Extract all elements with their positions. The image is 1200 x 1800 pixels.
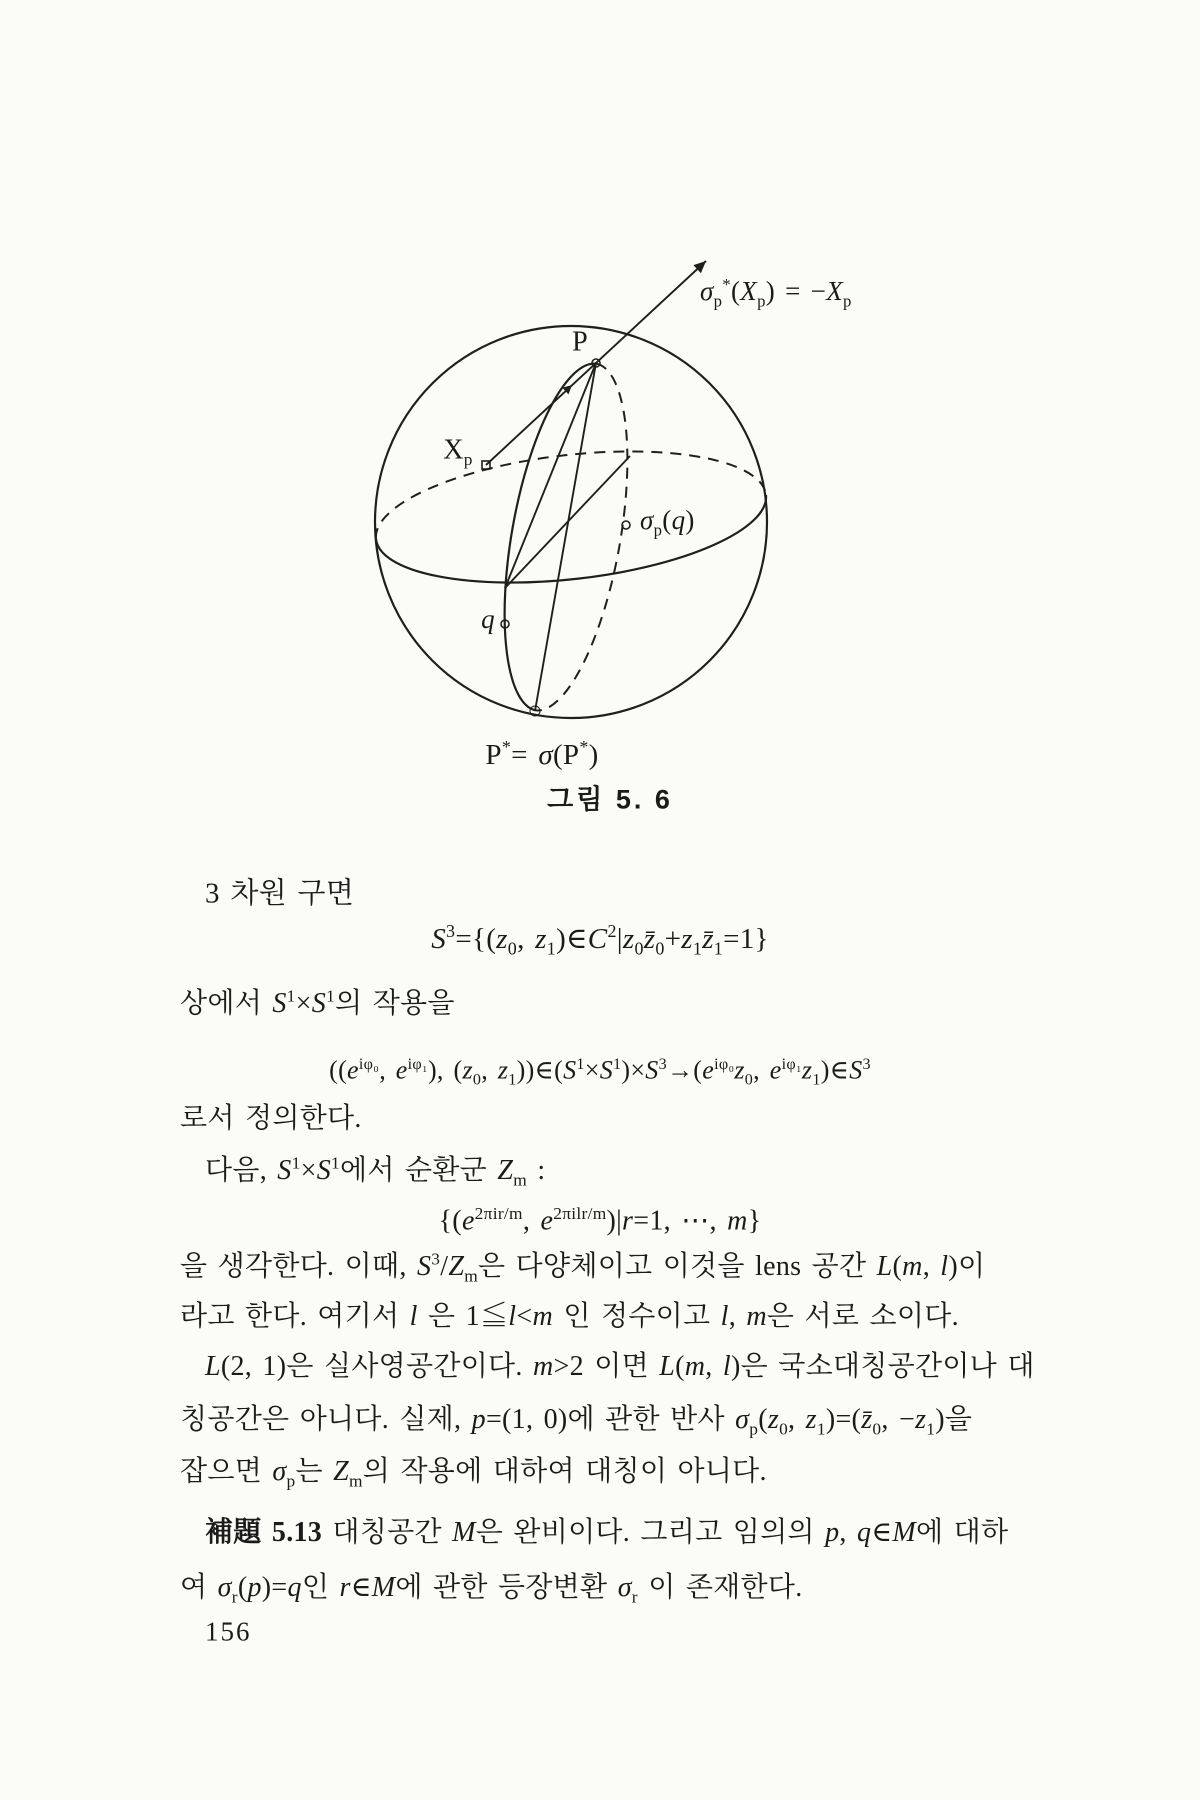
lemma-line-2: [180, 1565, 803, 1605]
formula-action: [329, 1055, 871, 1089]
text-seg: 의 작용을: [335, 988, 455, 1019]
text-seg: ((: [329, 1055, 348, 1085]
text-seg: 에서 순환군: [339, 1155, 498, 1186]
text-seg: 1: [331, 1153, 340, 1173]
text-seg: *: [722, 274, 731, 294]
text-seg: 은 1≦: [417, 1301, 509, 1332]
text-seg: )=: [261, 1572, 288, 1603]
text-seg: l: [720, 1301, 729, 1332]
text-seg: σ: [617, 1572, 632, 1603]
text-seg: ×: [584, 1055, 600, 1085]
line-l21-2: [180, 1397, 972, 1437]
text-seg: z: [497, 1055, 509, 1085]
text-seg: 補題 5.13: [205, 1517, 323, 1548]
text-seg: ,: [379, 1055, 396, 1085]
text-seg: z̄: [643, 922, 656, 955]
text-seg: >2 이면: [553, 1351, 660, 1382]
text-seg: q: [287, 1572, 302, 1603]
text-seg: z: [622, 922, 635, 955]
text-seg: ) = −: [765, 275, 827, 306]
text-seg: 2: [607, 921, 617, 942]
figure-caption: 그림 5. 6: [547, 784, 673, 815]
text-seg: ,: [922, 1251, 941, 1282]
text-seg: X: [740, 275, 758, 306]
text-seg: σ: [700, 275, 714, 306]
text-seg: 을 생각한다. 이때,: [180, 1251, 417, 1282]
text-seg: ×: [300, 1155, 317, 1186]
text-seg: 1: [613, 1055, 622, 1073]
text-seg: z: [805, 1404, 817, 1435]
text-seg: σ: [735, 1404, 750, 1435]
text-seg: 1: [713, 938, 724, 959]
text-seg: 대칭공간: [322, 1517, 453, 1548]
text-seg: C: [587, 922, 608, 955]
text-seg: 의 작용에 대하여 대칭이 아니다.: [362, 1456, 767, 1487]
label-sigma-pq: [640, 504, 695, 540]
text-seg: r: [339, 1572, 351, 1603]
text-seg: σ: [538, 738, 553, 771]
text-seg: , −: [881, 1404, 916, 1435]
text-seg: z: [801, 1055, 813, 1085]
text-seg: P: [485, 738, 502, 771]
text-seg: /: [440, 1251, 449, 1282]
text-seg: 인 정수이고: [553, 1301, 721, 1332]
text-seg: 0: [872, 1419, 882, 1439]
text-seg: (: [892, 1251, 903, 1282]
text-seg: l: [409, 1301, 418, 1332]
text-seg: )|: [606, 1205, 623, 1237]
text-seg: 1: [546, 938, 557, 959]
text-seg: 1: [576, 1055, 585, 1073]
text-seg: }: [747, 1205, 762, 1237]
text-seg: p: [757, 291, 766, 311]
text-seg: (: [237, 1572, 248, 1603]
text-seg: Z: [497, 1155, 514, 1186]
text-seg: 2πilr/m: [553, 1203, 607, 1223]
text-seg: 1: [816, 1419, 826, 1439]
text-seg: l: [508, 1301, 517, 1332]
arrow-label: [700, 274, 852, 311]
line-lens-1: [180, 1244, 985, 1284]
text-seg: σ: [217, 1572, 232, 1603]
page-number: 156: [205, 1616, 252, 1647]
text-seg: 칭공간은 아니다. 실제,: [180, 1404, 472, 1435]
text-seg: 1: [926, 1419, 936, 1439]
text-seg: M: [892, 1517, 916, 1548]
text-seg: ), (: [427, 1055, 463, 1085]
text-seg: z̄: [702, 922, 714, 955]
text-seg: ,: [517, 922, 536, 955]
chord-pstar-p: [535, 363, 596, 711]
text-seg: Z: [333, 1456, 349, 1487]
text-seg: 은 다양체이고 이것을 lens 공간: [478, 1251, 877, 1282]
text-seg: q: [857, 1517, 872, 1548]
text-seg: X: [443, 434, 464, 466]
text-seg: S: [849, 1055, 863, 1085]
text-seg: e: [769, 1055, 782, 1085]
text-seg: 0: [634, 938, 644, 959]
text-seg: 1: [286, 986, 296, 1006]
text-seg: ∈: [871, 1517, 893, 1548]
text-seg: ={(: [455, 922, 497, 955]
label-pstar: [485, 739, 598, 772]
text-seg: m: [513, 1170, 528, 1190]
text-seg: 인: [301, 1572, 340, 1603]
text-seg: L: [659, 1351, 676, 1382]
formula-s3: [431, 921, 769, 959]
lemma-line-1: [205, 1510, 1008, 1550]
text-seg: S: [311, 988, 327, 1019]
text-seg: l: [940, 1251, 949, 1282]
text-seg: 0: [507, 938, 518, 959]
text-seg: m: [727, 1205, 748, 1237]
text-seg: S: [645, 1055, 659, 1085]
text-seg: 1: [291, 1153, 301, 1173]
text-seg: S: [599, 1055, 614, 1085]
text-seg: 3: [658, 1055, 667, 1073]
text-seg: q: [671, 504, 686, 535]
heading-3d-sphere: [205, 870, 354, 911]
text-seg: 라고 한다. 여기서: [180, 1301, 410, 1332]
text-seg: p: [842, 291, 852, 311]
text-seg: )은 국소대칭공간이나 대: [730, 1351, 1035, 1382]
text-seg: ×: [295, 988, 312, 1019]
text-seg: p: [286, 1471, 296, 1491]
text-seg: 3: [862, 1055, 871, 1073]
text-seg: ): [685, 504, 695, 535]
text-seg: )×: [621, 1055, 646, 1085]
line-next-cyclic: [205, 1148, 545, 1188]
text-seg: ,: [522, 1205, 541, 1237]
text-seg: p: [247, 1572, 262, 1603]
text-seg: p: [463, 449, 473, 469]
text-seg: z: [915, 1404, 927, 1435]
text-seg: 1: [508, 1071, 517, 1089]
text-seg: ,: [481, 1055, 498, 1085]
line-l21-3: [180, 1449, 767, 1489]
text-seg: m: [902, 1251, 923, 1282]
meridian-back-arc: [535, 364, 627, 711]
text-seg: (P: [552, 738, 580, 771]
text-seg: L: [876, 1251, 893, 1282]
text-seg: 상에서: [180, 988, 273, 1019]
label-xp: [443, 434, 473, 469]
text-seg: 은 완비이다. 그리고 임의의: [475, 1517, 826, 1548]
text-seg: =(1, 0)에 관한 반사: [485, 1404, 736, 1435]
text-seg: <: [516, 1301, 533, 1332]
text-seg: r: [631, 1587, 638, 1607]
line-action-intro: [180, 981, 455, 1021]
text-seg: =1}: [723, 922, 769, 955]
text-seg: {(: [438, 1205, 462, 1237]
text-seg: ,: [753, 1055, 770, 1085]
text-seg: iφ₀: [358, 1055, 380, 1073]
text-seg: 0: [655, 938, 665, 959]
text-seg: 은 서로 소이다.: [766, 1301, 959, 1332]
text-seg: 로서 정의한다.: [180, 1103, 362, 1134]
text-seg: 0: [779, 1419, 789, 1439]
text-seg: 1: [812, 1071, 821, 1089]
text-seg: +: [664, 922, 682, 955]
text-seg: z: [496, 922, 508, 955]
text-seg: iφ₀: [714, 1055, 735, 1073]
line-define: [180, 1096, 362, 1136]
text-seg: r: [231, 1587, 238, 1607]
text-seg: ,: [728, 1301, 747, 1332]
text-seg: 다음,: [205, 1155, 278, 1186]
text-seg: 2πir/m: [474, 1203, 523, 1223]
text-seg: ,: [788, 1404, 806, 1435]
text-seg: p: [825, 1517, 840, 1548]
text-seg: σ: [272, 1456, 287, 1487]
text-seg: e: [395, 1055, 408, 1085]
text-seg: *: [501, 737, 512, 758]
text-seg: r: [622, 1205, 634, 1237]
text-seg: m: [464, 1266, 479, 1286]
text-seg: (: [662, 504, 672, 535]
formula-cyclic: [439, 1203, 762, 1237]
meridian-front-arc: [505, 364, 597, 711]
text-seg: X: [826, 275, 843, 306]
text-seg: =1, ⋯,: [633, 1205, 728, 1237]
text-seg: e: [702, 1055, 715, 1085]
text-seg: M: [371, 1572, 396, 1603]
text-seg: 0: [744, 1071, 754, 1089]
text-seg: 3: [446, 921, 456, 942]
text-seg: z: [767, 1404, 780, 1435]
chord-p-a: [505, 363, 596, 588]
text-seg: )을: [935, 1404, 973, 1435]
text-seg: 3 차원 구면: [205, 877, 355, 910]
text-seg: 에 관한 등장변환: [395, 1572, 618, 1603]
text-seg: S: [431, 922, 447, 955]
text-seg: 1: [692, 938, 703, 959]
text-seg: L: [205, 1351, 221, 1382]
text-seg: 는: [295, 1456, 334, 1487]
text-seg: Z: [448, 1251, 465, 1282]
text-seg: (2, 1)은 실사영공간이다.: [220, 1351, 534, 1382]
text-seg: ,: [705, 1351, 723, 1382]
text-seg: ,: [839, 1517, 857, 1548]
text-seg: S: [416, 1251, 432, 1282]
text-seg: 여: [180, 1572, 218, 1603]
line-lens-2: [180, 1294, 959, 1334]
text-seg: =: [511, 738, 539, 771]
text-seg: )∈: [820, 1055, 850, 1085]
text-seg: z: [734, 1055, 745, 1085]
text-seg: m: [533, 1351, 554, 1382]
text-seg: S: [316, 1155, 331, 1186]
sphere-outline: [375, 326, 767, 718]
text-seg: *: [579, 737, 589, 758]
text-seg: σ: [640, 504, 654, 535]
text-seg: 에 대하: [915, 1517, 1009, 1548]
text-seg: ): [588, 738, 599, 771]
label-q: [481, 604, 495, 635]
text-seg: P: [572, 326, 588, 358]
text-seg: M: [452, 1517, 476, 1548]
text-seg: |: [616, 922, 623, 955]
text-seg: S: [277, 1155, 292, 1186]
text-seg: e: [347, 1055, 359, 1085]
text-seg: p: [471, 1404, 486, 1435]
text-seg: 이 존재한다.: [637, 1572, 803, 1603]
text-seg: :: [527, 1155, 546, 1186]
text-seg: m: [532, 1301, 554, 1332]
text-seg: )=(: [825, 1404, 862, 1435]
text-seg: z: [535, 922, 547, 955]
text-seg: e: [540, 1205, 554, 1237]
text-seg: m: [684, 1351, 706, 1382]
text-seg: p: [653, 520, 663, 540]
text-seg: e: [461, 1205, 475, 1237]
text-seg: S: [563, 1055, 577, 1085]
sphere-figure: [250, 180, 1010, 780]
text-seg: )이: [948, 1251, 986, 1282]
text-seg: (: [730, 275, 741, 306]
text-seg: l: [722, 1351, 731, 1382]
text-seg: 1: [326, 986, 336, 1006]
text-seg: m: [746, 1301, 767, 1332]
text-seg: 3: [431, 1249, 441, 1269]
text-seg: (: [675, 1351, 685, 1382]
text-seg: z: [681, 922, 693, 955]
line-l21-1: [205, 1344, 1035, 1384]
text-seg: p: [749, 1419, 759, 1439]
text-seg: ∈: [350, 1572, 372, 1603]
text-seg: →(: [666, 1055, 703, 1085]
text-seg: q: [481, 603, 495, 634]
text-seg: 잡으면: [180, 1456, 273, 1487]
text-seg: S: [272, 988, 287, 1019]
text-seg: )∈: [556, 922, 588, 955]
text-seg: z̄: [861, 1404, 873, 1435]
text-seg: m: [348, 1471, 363, 1491]
text-seg: z: [462, 1055, 473, 1085]
text-seg: ))∈(: [516, 1055, 564, 1085]
text-seg: (: [758, 1404, 768, 1435]
label-p: [572, 326, 588, 358]
equator-back-arc: [376, 451, 766, 539]
text-seg: iφ₁: [407, 1055, 428, 1073]
text-seg: 0: [472, 1071, 482, 1089]
text-seg: iφ₁: [781, 1055, 802, 1073]
text-seg: p: [713, 291, 723, 311]
